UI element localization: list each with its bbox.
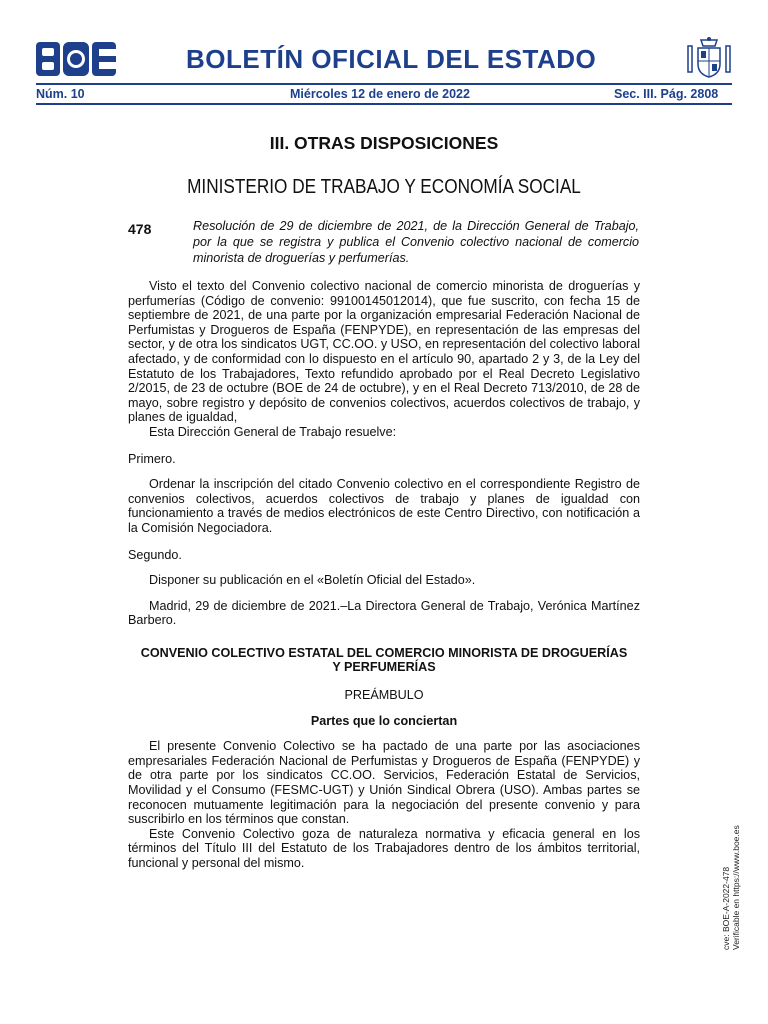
coat-of-arms-icon xyxy=(686,36,732,80)
cve-code: cve: BOE-A-2022-478 xyxy=(721,866,731,950)
paragraph-primero: Ordenar la inscripción del citado Convenio colectivo en el correspondiente Registro de convenios colectivos, acuerdos colectivos de trabajo y planes de igualdad con funcionamiento a través de medios electrónicos de este Centro Directivo, con notificación a la Comisión Negociadora. xyxy=(128,477,640,535)
paragraph-segundo: Disponer su publicación en el «Boletín Oficial del Estado». xyxy=(149,573,476,588)
paragraph-partes: El presente Convenio Colectivo se ha pactado de una parte por las asociaciones empresariales Federación Nacional de Perfumistas y Drogueros de España (FENPYDE) y de otra parte por los sindicatos CC.OO. Servicios, Federación Estatal de Servicios, Movilidad y el Consumo (FESMC-UGT) y Unión Sindical Obrera (USO). Ambas partes se reconocen mutuamente legitimación para la negociación del presente convenio y para suscribirlo en los términos que constan. xyxy=(128,739,640,827)
header-rule-top xyxy=(36,83,732,85)
issue-number: Núm. 10 xyxy=(36,87,85,101)
heading-primero: Primero. xyxy=(128,451,176,466)
convenio-title: CONVENIO COLECTIVO ESTATAL DEL COMERCIO MINORISTA DE DROGUERÍAS Y PERFUMERÍAS xyxy=(140,645,628,675)
boe-logo xyxy=(36,42,116,76)
paragraph-visto: Visto el texto del Convenio colectivo nacional de comercio minorista de droguerías y perfumerías (Código de convenio: 99100145012014), que fue suscrito, con fecha 15 de septiembre de 2021, de una parte por la organización empresarial Federación Nacional de Perfumistas y Drogueros de España (FENPYDE), en representación de las empresas del sector, y de otra los sindicatos UGT, CC.OO. y USO, en representación del colectivo laboral afectado, y de conformidad con lo dispuesto en el artículo 90, apartado 2 y 3, de la Ley del Estatuto de los Trabajadores, Texto refundido aprobado por el Real Decreto Legislativo 2/2015, de 23 de octubre (BOE de 24 de octubre), y en el Real Decreto 713/2010, de 28 de mayo, sobre registro y depósito de convenios colectivos, acuerdos colectivos de trabajo, y planes de igualdad, xyxy=(128,279,640,425)
section-page: Sec. III. Pág. 2808 xyxy=(614,87,719,101)
document-body xyxy=(128,279,640,871)
logo-text: BOE xyxy=(36,42,39,43)
paragraph-signature: Madrid, 29 de diciembre de 2021.–La Directora General de Trabajo, Verónica Martínez Barbero. xyxy=(128,598,640,628)
paragraph-resuelve: Esta Dirección General de Trabajo resuelve: xyxy=(149,424,397,439)
entry-number: 478 xyxy=(128,221,152,237)
section-title: III. OTRAS DISPOSICIONES xyxy=(269,133,499,153)
partes-heading: Partes que lo conciertan xyxy=(310,713,458,728)
paragraph-naturaleza: Este Convenio Colectivo goza de naturaleza normativa y eficacia general en los términos del Título III del Estatuto de los Trabajadores dentro de los ámbitos territorial, funcional y personal del mismo. xyxy=(128,826,640,870)
verification-sidebar xyxy=(721,750,741,950)
preambulo-heading: PREÁMBULO xyxy=(344,688,424,703)
issue-date: Miércoles 12 de enero de 2022 xyxy=(290,87,470,101)
page-title: BOLETÍN OFICIAL DEL ESTADO xyxy=(186,44,597,74)
ministry-title: MINISTERIO DE TRABAJO Y ECONOMÍA SOCIAL xyxy=(187,176,581,198)
heading-segundo: Segundo. xyxy=(128,547,182,562)
verify-link[interactable]: Verificable en https://www.boe.es xyxy=(731,825,741,950)
header-rule-bottom xyxy=(36,103,732,105)
resolution-summary: Resolución de 29 de diciembre de 2021, de la Dirección General de Trabajo, por la que se registra y publica el Convenio colectivo nacional de comercio minorista de droguerías y perfumerías. xyxy=(193,219,639,265)
